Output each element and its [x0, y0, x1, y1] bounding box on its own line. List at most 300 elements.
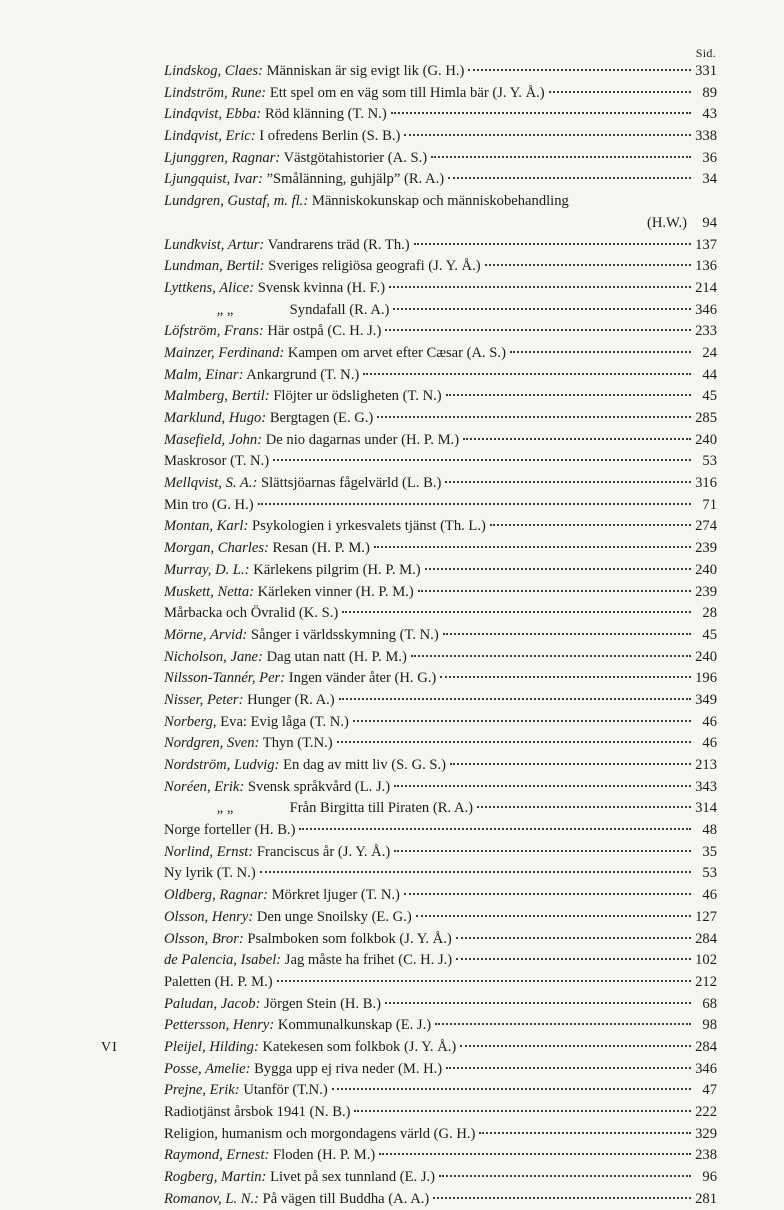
index-entry: [164, 430, 717, 452]
entry-title: Dag utan natt (H. P. M.): [266, 648, 407, 665]
entry-title: På vägen till Buddha (A. A.): [262, 1190, 430, 1207]
entry-text: [164, 343, 506, 365]
index-entry: [164, 169, 717, 191]
dot-leader: [385, 329, 691, 331]
dot-leader: [394, 850, 691, 852]
entry-title: Sånger i världsskymning (T. N.): [250, 626, 439, 643]
entry-page-number: 53: [702, 453, 717, 470]
dot-leader: [411, 655, 691, 657]
entry-text: [164, 1124, 475, 1146]
entry-text: [164, 798, 473, 820]
entry-author: Nisser, Peter:: [164, 691, 244, 708]
index-list: [164, 61, 717, 1210]
entry-page-number: 338: [695, 128, 717, 145]
entry-author: Lindström, Rune:: [164, 84, 267, 101]
entry-text: [164, 235, 410, 257]
entry-author: Löfström, Frans:: [164, 323, 264, 340]
entry-author: Lindqvist, Ebba:: [164, 106, 262, 123]
entry-page-number: 349: [695, 691, 717, 708]
entry-text: [164, 1167, 435, 1189]
dot-leader: [260, 871, 691, 873]
entry-author: Nilsson-Tannér, Per:: [164, 670, 286, 687]
entry-author: Lyttkens, Alice:: [164, 279, 255, 296]
entry-page-number: 45: [702, 388, 717, 405]
entry-page-number: 94: [702, 214, 717, 231]
entry-page-number: 233: [695, 323, 717, 340]
entry-text: [164, 560, 421, 582]
entry-text: [164, 755, 446, 777]
entry-author: Malm, Einar:: [164, 366, 244, 383]
entry-title: Kampen om arvet efter Cæsar (A. S.): [287, 344, 506, 361]
entry-text: [164, 777, 390, 799]
entry-text: [164, 256, 481, 278]
index-entry: [164, 408, 717, 430]
entry-page-number: 35: [702, 843, 717, 860]
entry-text: [164, 994, 381, 1016]
entry-page-number: 48: [702, 822, 717, 839]
index-entry: [164, 668, 717, 690]
dot-leader: [391, 112, 691, 114]
entry-text: [164, 495, 254, 517]
ditto-marks: „ „: [216, 301, 234, 318]
entry-author: Mellqvist, S. A.:: [164, 475, 258, 492]
entry-author: Morgan, Charles:: [164, 540, 269, 557]
dot-leader: [389, 286, 691, 288]
index-entry: [164, 1015, 717, 1037]
entry-page-number: 45: [702, 626, 717, 643]
entry-title: Religion, humanism och morgondagens värld (G. H.): [164, 1125, 476, 1142]
entry-text: [164, 516, 486, 538]
index-entry: [164, 1189, 717, 1210]
index-entry: [164, 321, 717, 343]
index-entry: [164, 104, 717, 126]
entry-text: [164, 842, 390, 864]
entry-author: Lindqvist, Eric:: [164, 128, 256, 145]
entry-text: [164, 972, 273, 994]
index-entry: [164, 842, 717, 864]
entry-page-number: 284: [695, 1038, 717, 1055]
entry-page-number: 96: [702, 1169, 717, 1186]
dot-leader: [477, 806, 691, 808]
dot-leader: [431, 156, 691, 158]
entry-title: Thyn (T.N.): [262, 735, 333, 752]
entry-title: Människan är sig evigt lik (G. H.): [266, 63, 465, 79]
entry-text: [164, 863, 256, 885]
entry-title: Eva: Evig låga (T. N.): [220, 713, 349, 730]
index-entry: [164, 712, 717, 734]
dot-leader: [393, 308, 691, 310]
entry-title: Hunger (R. A.): [247, 691, 335, 708]
entry-text: [164, 1037, 456, 1059]
entry-title: Västgötahistorier (A. S.): [283, 149, 428, 166]
entry-page-number: 240: [695, 431, 717, 448]
index-entry: [164, 1080, 717, 1102]
dot-leader: [425, 568, 691, 570]
entry-title: Den unge Snoilsky (E. G.): [256, 908, 412, 925]
index-entry: [164, 885, 717, 907]
entry-page-number: 285: [695, 410, 717, 426]
entry-title: Ingen vänder åter (H. G.): [288, 670, 437, 687]
entry-title: Paletten (H. P. M.): [164, 973, 273, 990]
index-entry: [164, 929, 717, 951]
index-entry: [164, 820, 717, 842]
entry-page-number: 46: [702, 713, 717, 730]
index-entry: [164, 907, 717, 929]
dot-leader: [353, 720, 691, 722]
dot-leader: [342, 611, 691, 613]
dot-leader: [377, 416, 691, 418]
entry-title: Svensk språkvård (L. J.): [247, 778, 391, 795]
entry-author: Prejne, Erik:: [164, 1082, 240, 1099]
entry-page-number: 36: [702, 149, 717, 166]
dot-leader: [446, 394, 691, 396]
index-entry: [164, 235, 717, 257]
entry-page-number: 346: [695, 1060, 717, 1077]
dot-leader: [379, 1153, 691, 1155]
dot-leader: [479, 1132, 691, 1134]
dot-leader: [339, 698, 691, 700]
entry-title: Här ostpå (C. H. J.): [267, 323, 382, 340]
entry-text: [164, 712, 349, 734]
index-entry: [164, 582, 717, 604]
entry-author: Malmberg, Bertil:: [164, 388, 270, 405]
index-entry: [164, 690, 717, 712]
entry-page-number: 43: [702, 106, 717, 123]
dot-leader: [416, 915, 691, 917]
dot-leader: [404, 134, 691, 136]
entry-text: [164, 386, 442, 408]
entry-title: Flöjter ur ödsligheten (T. N.): [273, 388, 442, 405]
entry-title: Människokunskap och människobehandling: [311, 193, 569, 210]
index-entry: [164, 256, 717, 278]
entry-author: Muskett, Netta:: [164, 583, 254, 600]
index-entry: [164, 495, 717, 517]
entry-page-number: 314: [695, 800, 717, 817]
index-entry: [164, 1037, 717, 1059]
entry-author: Murray, D. L.:: [164, 561, 250, 578]
entry-title: Kärleken vinner (H. P. M.): [257, 583, 414, 600]
entry-author: Lindskog, Claes:: [164, 63, 263, 79]
dot-leader: [468, 69, 691, 71]
index-entry: [164, 538, 717, 560]
index-entry: [164, 191, 717, 213]
index-entry: [164, 1167, 717, 1189]
entry-author: Montan, Karl:: [164, 518, 249, 535]
entry-text: [164, 1145, 375, 1167]
entry-title: Röd klänning (T. N.): [264, 106, 387, 123]
entry-page-number: 71: [702, 496, 717, 513]
entry-text: [164, 538, 370, 560]
entry-page-number: 281: [695, 1190, 717, 1207]
entry-page-number: 53: [702, 865, 717, 882]
entry-title: ”Smålänning, guhjälp” (R. A.): [266, 171, 445, 188]
entry-title: Svensk kvinna (H. F.): [257, 279, 386, 296]
entry-page-number: 214: [695, 279, 717, 296]
index-entry: [164, 213, 717, 235]
entry-text: [164, 300, 389, 322]
entry-title: Psalmboken som folkbok (J. Y. Å.): [247, 930, 452, 947]
entry-author: Norberg,: [164, 713, 217, 730]
dot-leader: [258, 503, 691, 505]
entry-author: Marklund, Hugo:: [164, 410, 267, 426]
dot-leader: [433, 1197, 691, 1199]
index-entry: [164, 755, 717, 777]
entry-author: Nicholson, Jane:: [164, 648, 263, 665]
index-entry: [164, 798, 717, 820]
index-entry: [164, 516, 717, 538]
entry-page-number: 212: [695, 973, 717, 990]
dot-leader: [277, 980, 691, 982]
entry-text: [164, 733, 333, 755]
entry-author: Oldberg, Ragnar:: [164, 887, 269, 904]
entry-text: [164, 907, 412, 929]
page-number-footer: VI: [101, 1040, 118, 1055]
ditto-marks: „ „: [216, 800, 234, 817]
dot-leader: [404, 893, 691, 895]
dot-leader: [510, 351, 691, 353]
entry-page-number: 222: [695, 1104, 717, 1120]
entry-text: [164, 148, 427, 170]
index-entry: [164, 148, 717, 170]
entry-page-number: 238: [695, 1147, 717, 1164]
entry-page-number: 284: [695, 930, 717, 947]
index-entry: [164, 365, 717, 387]
entry-page-number: 98: [702, 1017, 717, 1034]
entry-page-number: 346: [695, 301, 717, 318]
entry-page-number: 239: [695, 540, 717, 557]
entry-title: De nio dagarnas under (H. P. M.): [265, 431, 460, 448]
entry-page-number: 213: [695, 757, 717, 773]
entry-title: Ankargrund (T. N.): [246, 366, 360, 383]
entry-title: Mårbacka och Övralid (K. S.): [164, 605, 339, 622]
index-entry: [164, 386, 717, 408]
index-entry: [164, 603, 717, 625]
entry-text: [164, 668, 436, 690]
entry-text: [164, 473, 441, 495]
entry-text: [164, 408, 373, 430]
dot-leader: [490, 524, 691, 526]
dot-leader: [463, 438, 691, 440]
entry-text: [164, 1102, 350, 1124]
index-entry: [164, 473, 717, 495]
entry-title: Utanför (T.N.): [243, 1082, 328, 1099]
entry-author: Pettersson, Henry:: [164, 1017, 275, 1034]
entry-title: Franciscus år (J. Y. Å.): [256, 843, 391, 860]
dot-leader: [418, 590, 691, 592]
dot-leader: [456, 958, 691, 960]
entry-text: [164, 690, 335, 712]
entry-page-number: 274: [695, 518, 717, 535]
entry-title: Syndafall (R. A.): [289, 301, 390, 318]
dot-leader: [374, 546, 691, 548]
entry-title: Ett spel om en väg som till Himla bär (J. Y. Å.): [269, 84, 545, 101]
entry-text: [164, 1189, 429, 1210]
entry-page-number: 44: [702, 366, 717, 383]
index-entry: [164, 863, 717, 885]
entry-title: I ofredens Berlin (S. B.): [259, 128, 401, 145]
entry-text: [164, 83, 545, 105]
entry-title: (H.W.): [647, 214, 687, 231]
dot-leader: [337, 741, 691, 743]
dot-leader: [443, 633, 691, 635]
entry-page-number: 68: [702, 995, 717, 1012]
entry-title: Bygga upp ej riva neder (M. H.): [254, 1060, 443, 1077]
entry-author: Mainzer, Ferdinand:: [164, 344, 285, 361]
entry-author: Olsson, Bror:: [164, 930, 244, 947]
entry-text: [164, 451, 269, 473]
index-entry: [164, 343, 717, 365]
entry-title: Jag måste ha frihet (C. H. J.): [284, 952, 453, 969]
entry-page-number: 240: [695, 648, 717, 665]
entry-title: Radiotjänst årsbok 1941 (N. B.): [164, 1104, 351, 1120]
index-entry: [164, 126, 717, 148]
index-entry: [164, 1102, 717, 1124]
dot-leader: [363, 373, 691, 375]
index-entry: [164, 300, 717, 322]
entry-page-number: 46: [702, 887, 717, 904]
entry-page-number: 46: [702, 735, 717, 752]
entry-author: Nordgren, Sven:: [164, 735, 260, 752]
dot-leader: [446, 1067, 691, 1069]
index-entry: [164, 61, 717, 83]
entry-title: Min tro (G. H.): [164, 496, 254, 513]
entry-author: Nordström, Ludvig:: [164, 757, 280, 773]
entry-page-number: 24: [702, 344, 717, 361]
entry-author: Lundkvist, Artur:: [164, 236, 265, 253]
entry-text: [164, 1015, 431, 1037]
dot-leader: [273, 459, 691, 461]
entry-text: [164, 278, 385, 300]
entry-page-number: 196: [695, 670, 717, 687]
entry-author: Raymond, Ernest:: [164, 1147, 270, 1164]
entry-title: En dag av mitt liv (S. G. S.): [283, 757, 447, 773]
entry-text: [164, 929, 452, 951]
entry-title: Jörgen Stein (H. B.): [264, 995, 382, 1012]
entry-title: Livet på sex tunnland (E. J.): [270, 1169, 436, 1186]
entry-author: Ljunggren, Ragnar:: [164, 149, 281, 166]
entry-title: Mörkret ljuger (T. N.): [271, 887, 400, 904]
entry-title: Floden (H. P. M.): [273, 1147, 376, 1164]
dot-leader: [456, 937, 691, 939]
entry-text: [164, 126, 400, 148]
index-entry: [164, 972, 717, 994]
index-entry: [164, 278, 717, 300]
entry-page-number: 28: [702, 605, 717, 622]
entry-author: Pleijel, Hilding:: [164, 1038, 259, 1055]
index-entry: [164, 1059, 717, 1081]
entry-text: [164, 603, 338, 625]
entry-text: [164, 365, 359, 387]
entry-title: Vandrarens träd (R. Th.): [267, 236, 410, 253]
entry-author: Lundman, Bertil:: [164, 258, 265, 275]
dot-leader: [299, 828, 691, 830]
entry-page-number: 329: [695, 1125, 717, 1142]
index-entry: [164, 733, 717, 755]
entry-text: [164, 169, 444, 191]
entry-text: [164, 582, 414, 604]
entry-author: Romanov, L. N.:: [164, 1190, 259, 1207]
entry-text: [647, 213, 687, 235]
dot-leader: [460, 1045, 691, 1047]
entry-text: [164, 1059, 442, 1081]
index-entry: [164, 83, 717, 105]
entry-text: [164, 191, 569, 213]
entry-page-number: 343: [695, 778, 717, 795]
entry-page-number: 127: [695, 908, 717, 925]
index-entry: [164, 950, 717, 972]
page-column-header: Sid.: [695, 46, 716, 60]
entry-page-number: 102: [695, 952, 717, 969]
entry-author: Noréen, Erik:: [164, 778, 245, 795]
index-entry: [164, 777, 717, 799]
entry-text: [164, 430, 459, 452]
index-entry: [164, 560, 717, 582]
index-entry: [164, 1124, 717, 1146]
entry-text: [164, 625, 439, 647]
entry-title: Kommunalkunskap (E. J.): [277, 1017, 432, 1034]
dot-leader: [448, 177, 691, 179]
entry-author: Rogberg, Martin:: [164, 1169, 267, 1186]
entry-text: [164, 885, 400, 907]
dot-leader: [332, 1088, 691, 1090]
dot-leader: [485, 264, 691, 266]
dot-leader: [354, 1110, 691, 1112]
index-entry: [164, 451, 717, 473]
entry-text: [164, 647, 407, 669]
entry-page-number: 331: [695, 63, 717, 79]
entry-author: Lundgren, Gustaf, m. fl.:: [164, 193, 309, 210]
entry-page-number: 137: [695, 236, 717, 253]
index-entry: [164, 994, 717, 1016]
entry-text: [164, 820, 295, 842]
entry-author: Posse, Amelie:: [164, 1060, 251, 1077]
entry-author: Paludan, Jacob:: [164, 995, 261, 1012]
entry-page-number: 239: [695, 583, 717, 600]
entry-page-number: 89: [702, 84, 717, 101]
entry-title: Sveriges religiösa geografi (J. Y. Å.): [268, 258, 481, 275]
dot-leader: [445, 481, 691, 483]
dot-leader: [435, 1023, 691, 1025]
entry-author: Olsson, Henry:: [164, 908, 254, 925]
dot-leader: [414, 243, 691, 245]
entry-text: [164, 321, 381, 343]
entry-author: Masefield, John:: [164, 431, 263, 448]
entry-title: Maskrosor (T. N.): [164, 453, 270, 470]
dot-leader: [439, 1175, 691, 1177]
entry-title: Bergtagen (E. G.): [269, 410, 374, 426]
entry-title: Ny lyrik (T. N.): [164, 865, 256, 882]
entry-title: Resan (H. P. M.): [272, 540, 370, 557]
entry-title: Katekesen som folkbok (J. Y. Å.): [262, 1038, 457, 1055]
entry-text: [164, 950, 452, 972]
entry-author: Norlind, Ernst:: [164, 843, 254, 860]
entry-title: Norge forteller (H. B.): [164, 822, 296, 839]
dot-leader: [394, 785, 691, 787]
entry-page-number: 136: [695, 258, 717, 275]
entry-page-number: 47: [702, 1082, 717, 1099]
entry-page-number: 34: [702, 171, 717, 188]
entry-author: Ljungquist, Ivar:: [164, 171, 263, 188]
index-entry: [164, 647, 717, 669]
entry-title: Från Birgitta till Piraten (R. A.): [289, 800, 474, 817]
dot-leader: [549, 91, 691, 93]
entry-title: Kärlekens pilgrim (H. P. M.): [253, 561, 421, 578]
dot-leader: [440, 676, 691, 678]
entry-page-number: 316: [695, 475, 717, 492]
entry-text: [164, 1080, 328, 1102]
entry-author: de Palencia, Isabel:: [164, 952, 282, 969]
entry-text: [164, 61, 464, 83]
